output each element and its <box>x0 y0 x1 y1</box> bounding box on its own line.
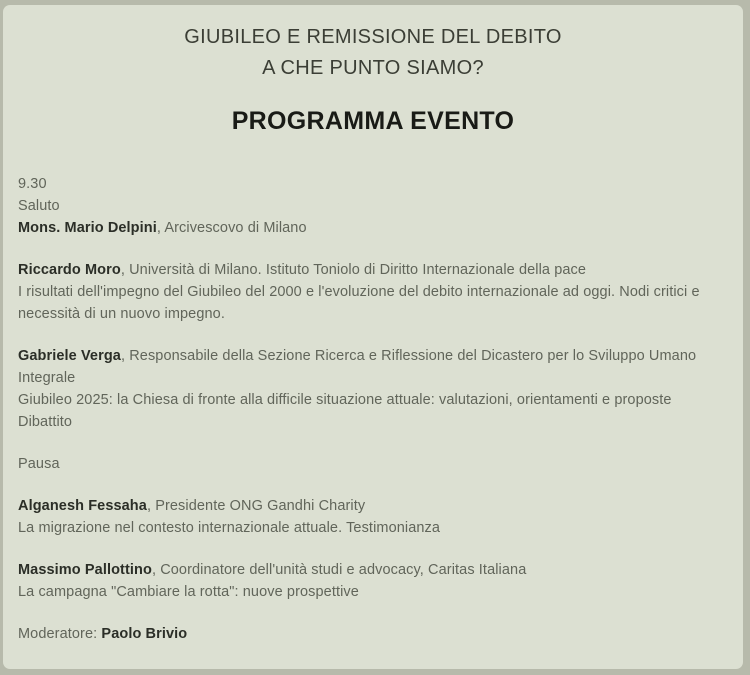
moderator-label: Moderatore: <box>18 626 98 642</box>
session-description: Giubileo 2025: la Chiesa di fronte alla difficile situazione attuale: valutazioni, orientamenti e proposte <box>18 392 672 408</box>
opening-speaker-line <box>18 217 728 239</box>
speaker-role: , Coordinatore dell'unità studi e advocacy, Caritas Italiana <box>151 562 527 578</box>
program-card <box>3 5 743 669</box>
speaker-role: , Responsabile della Sezione Ricerca e Riflessione del Dicastero per lo Sviluppo Umano Integrale <box>18 348 697 386</box>
session-block <box>18 559 728 603</box>
time-label: 9.30 <box>18 176 47 192</box>
session-description: La campagna "Cambiare la rotta": nuove prospettive <box>18 584 359 600</box>
speaker-name: Massimo Pallottino <box>18 562 152 578</box>
session-speaker-line <box>18 259 728 281</box>
opening-block <box>18 173 728 239</box>
speaker-name: Mons. Mario Delpini <box>18 220 157 236</box>
speaker-name: Gabriele Verga <box>18 348 121 364</box>
program-heading: PROGRAMMA EVENTO <box>231 107 515 135</box>
session-description: I risultati dell'impegno del Giubileo del 2000 e l'evoluzione del debito internazionale ad oggi. Nodi critici e necessità di un nuovo impegno. <box>18 284 700 322</box>
card-content <box>3 5 743 645</box>
speaker-name: Alganesh Fessaha <box>18 498 147 514</box>
session-block <box>18 259 728 325</box>
session-speaker-line <box>18 345 728 389</box>
break-label: Pausa <box>18 456 60 472</box>
speaker-name: Riccardo Moro <box>18 262 121 278</box>
program-schedule <box>18 173 728 645</box>
moderator-line <box>18 623 728 645</box>
event-title-line2: A CHE PUNTO SIAMO? <box>262 57 484 79</box>
session-block <box>18 495 728 539</box>
session-block <box>18 345 728 433</box>
session-description: La migrazione nel contesto internazionale attuale. Testimonianza <box>18 520 441 536</box>
event-title-line1: GIUBILEO E REMISSIONE DEL DEBITO <box>184 26 562 48</box>
event-title <box>18 22 728 84</box>
speaker-role: , Presidente ONG Gandhi Charity <box>146 498 366 514</box>
speaker-role: , Arcivescovo di Milano <box>156 220 307 236</box>
session-speaker-line <box>18 559 728 581</box>
debate-label: Dibattito <box>18 414 73 430</box>
greeting-label: Saluto <box>18 198 60 214</box>
session-speaker-line <box>18 495 728 517</box>
speaker-role: , Università di Milano. Istituto Toniolo di Diritto Internazionale della pace <box>120 262 587 278</box>
break-block <box>18 453 728 475</box>
moderator-name: Paolo Brivio <box>101 626 188 642</box>
